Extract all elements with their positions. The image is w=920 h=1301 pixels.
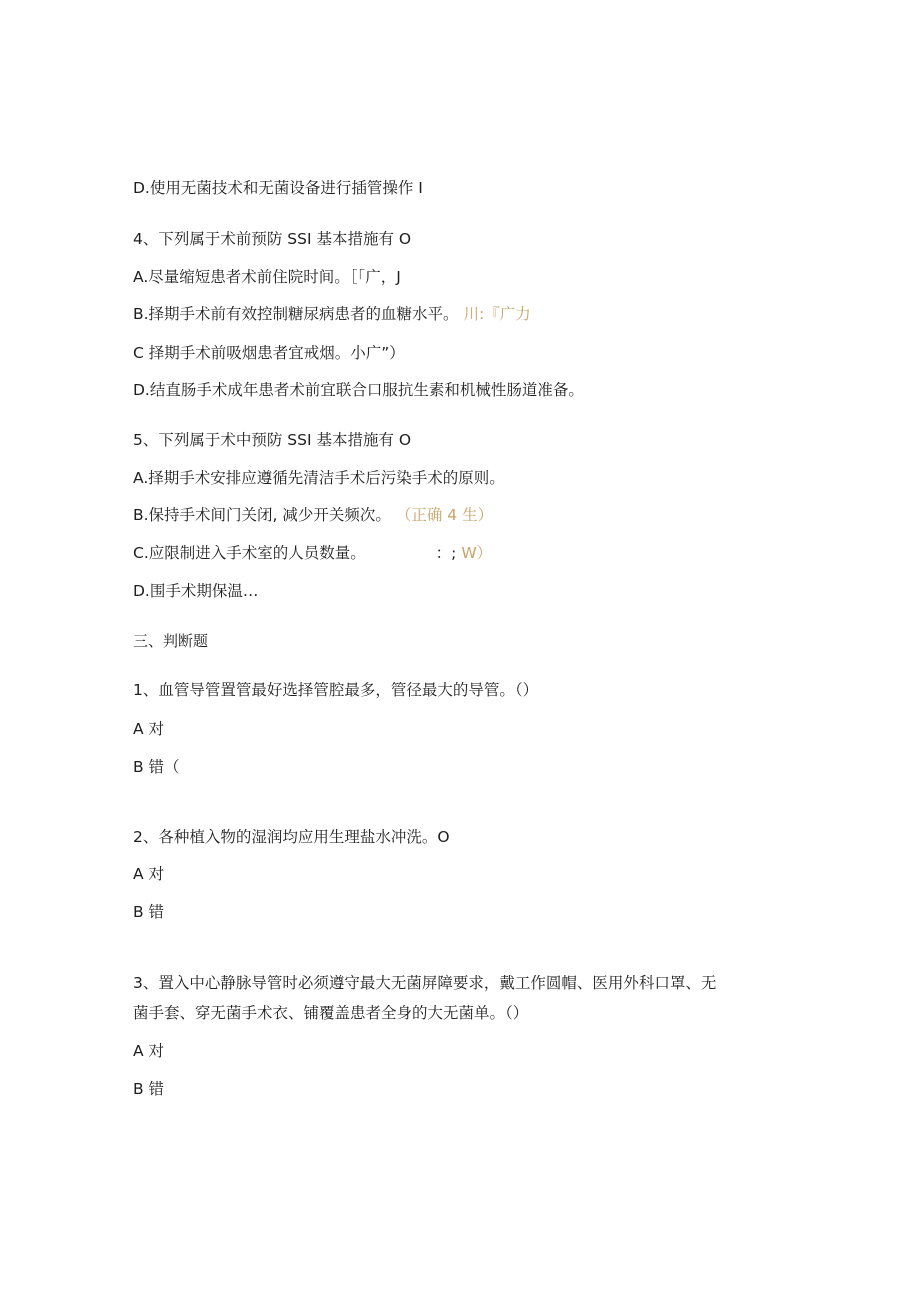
q4-stem-text: 4、下列属于术前预防 SSI 基本措施有 O — [133, 230, 412, 248]
j1-option-b-text: B 错（ — [133, 758, 180, 776]
q5-option-c-text: C.应限制进入手术室的人员数量。 — [133, 544, 366, 562]
j1-stem-text: 1、血管导管置管最好选择管腔最多，管径最大的导管。（） — [133, 681, 539, 699]
j2-stem-text: 2、各种植入物的湿润均应用生理盐水冲洗。O — [133, 828, 450, 846]
q5-option-c — [133, 543, 492, 563]
q5-option-b — [133, 505, 493, 525]
q5-stem-text: 5、下列属于术中预防 SSI 基本措施有 O — [133, 431, 412, 449]
q4-option-a-text: A.尽量缩短患者术前住院时间。［「广，J — [133, 268, 401, 286]
q4-option-d — [133, 380, 584, 400]
q5-option-c-mark: W） — [461, 544, 493, 562]
section-heading-judgment — [133, 631, 208, 651]
j3-stem-line2-text: 菌手套、穿无菌手术衣、铺覆盖患者全身的大无菌单。（） — [133, 1004, 529, 1022]
q5-option-a — [133, 468, 505, 488]
j2-stem — [133, 827, 450, 847]
j2-option-a — [133, 864, 164, 884]
j3-option-b-text: B 错 — [133, 1080, 165, 1098]
j3-option-a — [133, 1041, 164, 1061]
j1-option-b — [133, 757, 180, 777]
section-heading-text: 三、判断题 — [133, 632, 209, 650]
q4-option-c — [133, 343, 405, 363]
j2-option-b — [133, 902, 164, 922]
j1-option-a — [133, 719, 164, 739]
q5-option-d-text: D.围手术期保温… — [133, 582, 259, 600]
q5-stem — [133, 430, 411, 450]
q5-option-d — [133, 581, 258, 601]
q4-option-b-text: B.择期手术前有效控制糖尿病患者的血糖水平。 — [133, 305, 459, 323]
q4-stem — [133, 229, 411, 249]
q3-option-d-text: D.使用无菌技术和无菌设备进行插管操作 I — [133, 179, 423, 197]
j3-stem-line1 — [133, 973, 716, 993]
q4-option-a — [133, 267, 401, 287]
q4-option-b — [133, 304, 531, 324]
q3-option-d — [133, 178, 423, 198]
q5-option-b-mark: （正确 4 生） — [395, 506, 494, 524]
q4-option-b-mark: 川:『广力 — [463, 305, 531, 323]
q5-option-c-punct: ：; — [435, 544, 457, 562]
j3-option-b — [133, 1079, 164, 1099]
j3-stem-line1-text: 3、置入中心静脉导管时必须遵守最大无菌屏障要求，戴工作圆帽、医用外科口罩、无 — [133, 974, 717, 992]
j2-option-a-text: A 对 — [133, 865, 165, 883]
q5-option-a-text: A.择期手术安排应遵循先清洁手术后污染手术的原则。 — [133, 469, 505, 487]
q4-option-d-text: D.结直肠手术成年患者术前宜联合口服抗生素和机械性肠道准备。 — [133, 381, 584, 399]
j3-stem-line2 — [133, 1003, 528, 1023]
q4-option-c-text: C 择期手术前吸烟患者宜戒烟。小广”） — [133, 344, 405, 362]
j1-option-a-text: A 对 — [133, 720, 165, 738]
q5-option-b-text: B.保持手术间门关闭, 减少开关频次。 — [133, 506, 391, 524]
j3-option-a-text: A 对 — [133, 1042, 165, 1060]
j2-option-b-text: B 错 — [133, 903, 165, 921]
j1-stem — [133, 680, 538, 700]
